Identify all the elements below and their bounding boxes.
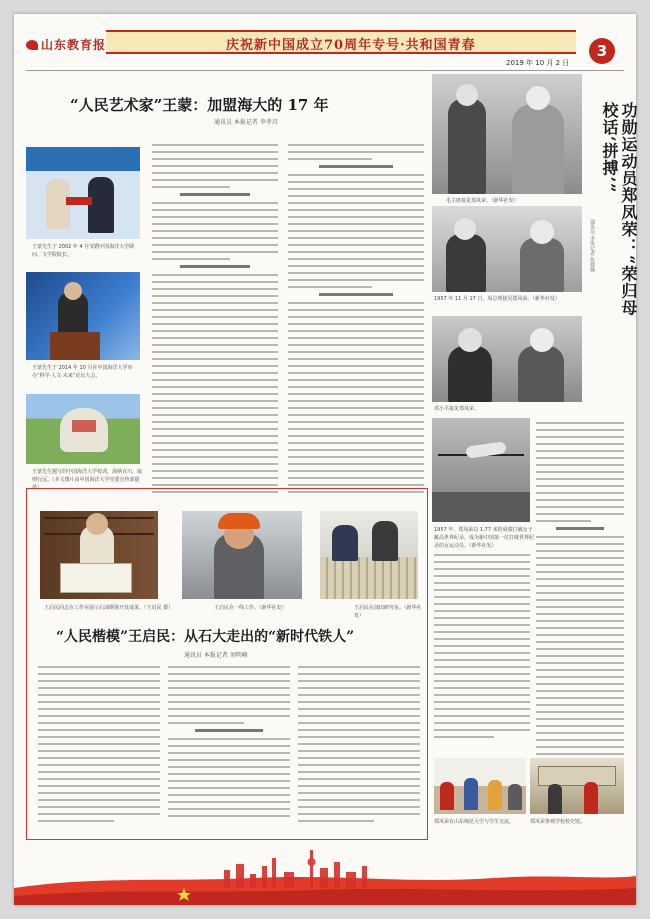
article2-photo-1	[40, 511, 158, 599]
issue-date: 2019 年 10 月 2 日	[506, 59, 570, 67]
article2-caption-2: 王启民在一线工作。（新华社发）	[214, 605, 287, 611]
masthead-divider	[26, 70, 624, 71]
logo-mark-icon	[26, 40, 38, 50]
special-issue-banner	[106, 30, 576, 54]
article3-photo-4	[432, 418, 530, 522]
article2-title: “人民楷模”王启民：从石大走出的“新时代铁人”	[56, 629, 355, 645]
article3-caption-1: 毛主席接见郑凤荣。（新华社发）	[446, 198, 519, 204]
article1-caption-2: 王蒙先生于 2014 年 10 月在中国海洋大学举办“科学·人文·未来”论坛大会。	[32, 365, 133, 379]
article1-caption-3: 王蒙先生题写的中国海洋大学校训，海纳百川，取则行远。（本文图片由中国海洋大学党委宣传部提供）	[32, 469, 143, 491]
article3-byline: 通讯员 本报记者 张德臻	[589, 219, 595, 273]
article1-caption-1: 王蒙先生于 2002 年 4 月受聘中国海洋大学顾问、文学院院长。	[32, 244, 135, 258]
article1-title: “人民艺术家”王蒙：加盟海大的 17 年	[70, 96, 329, 114]
article3-photo-5	[434, 758, 526, 814]
article2-photo-2	[182, 511, 302, 599]
page-number-badge: 3	[589, 38, 615, 64]
article3-caption-6: 郑凤荣参观学校校史馆。	[530, 819, 586, 825]
masthead	[14, 14, 636, 68]
banner-text: 庆祝新中国成立70周年专号·共和国青春	[226, 38, 476, 53]
article1-text-col-1	[152, 144, 278, 484]
article3-text-col-1	[536, 422, 624, 737]
logo-text: 山东教育报	[41, 38, 107, 52]
article2-caption-3: 王启民在油田研究室。（新华社发）	[354, 605, 422, 619]
article2-byline: 通讯员 本报记者 刘明峰	[184, 652, 248, 659]
article2-caption-1: 王启民同志在工作室展示石油勘探开发成果。（王启民 摄）	[44, 605, 174, 611]
article2-text-col-3	[298, 666, 420, 832]
article1-photo-1	[26, 147, 140, 239]
article2-photo-3	[320, 511, 418, 599]
article3-text-col-2	[434, 554, 530, 754]
article3-caption-5: 郑凤荣在山东师范大学与学生交流。	[434, 819, 515, 825]
article3-caption-4: 1957 年，郑凤荣以 1.77 米的成绩打破女子跳高世界纪录，成为新中国第一位打破世界纪录的女运动员。（新华社发）	[434, 527, 535, 549]
newspaper-logo	[26, 36, 106, 53]
article1-photo-3	[26, 394, 140, 464]
article2-text-col-1	[38, 666, 160, 832]
article3-photo-2	[432, 206, 582, 292]
article3-caption-3: 邓小平接见郑凤荣。	[434, 406, 480, 412]
article1-text-col-2	[288, 144, 424, 484]
footer-skyline-graphic	[14, 848, 636, 905]
newspaper-page	[14, 14, 636, 905]
article3-photo-3	[432, 316, 582, 402]
article1-byline: 通讯员 本报记者 李孝昌	[214, 119, 278, 126]
article3-title: 功勋运动员郑凤荣：“荣归母校话‘拼搏’”	[600, 102, 638, 317]
article3-photo-1	[432, 74, 582, 194]
article3-caption-2: 1957 年 11 月 17 日，周总理接见郑凤荣。（新华社发）	[434, 296, 560, 302]
article3-photo-6	[530, 758, 624, 814]
article1-photo-2	[26, 272, 140, 360]
article2-text-col-2	[168, 666, 290, 832]
